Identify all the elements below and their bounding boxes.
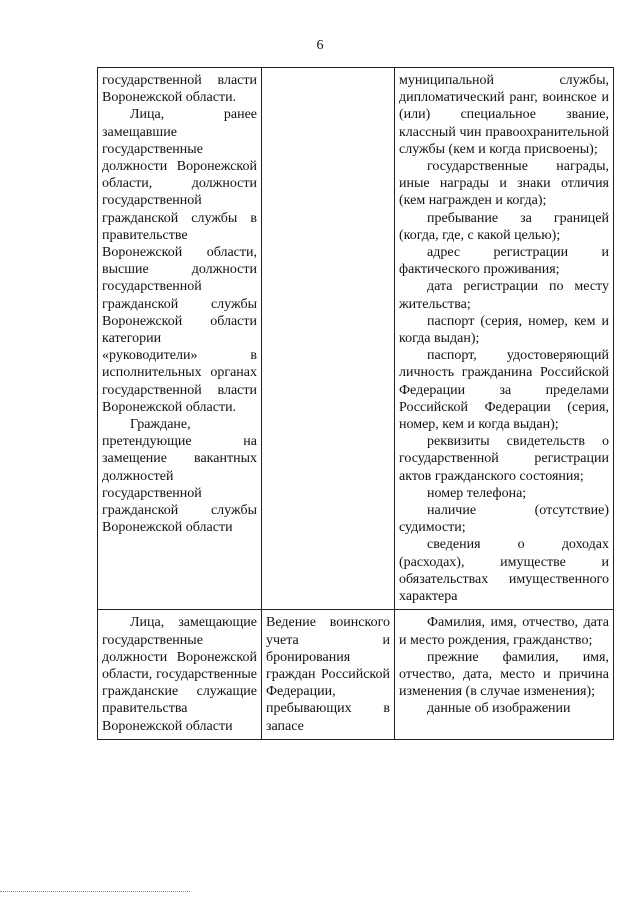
page-number: 6 — [316, 38, 324, 53]
table-row — [98, 610, 614, 739]
paragraph: адрес регистрации и фактического проживания; — [399, 245, 609, 278]
paragraph: дата регистрации по месту жительства; — [399, 279, 609, 312]
data-list-cell — [395, 610, 614, 739]
paragraph: прежние фамилия, имя, отчество, дата, место и причина изменения (в случае изменения); — [399, 649, 609, 700]
paragraph: государственные награды, иные награды и знаки отличия (кем награжден и когда); — [399, 159, 609, 209]
scan-artifact-line — [0, 891, 190, 892]
paragraph: данные об изображении — [427, 701, 571, 717]
paragraph: Граждане, претендующие на замещение вакантных должностей государственной гражданской службы Воронежской области — [102, 417, 257, 536]
paragraph: паспорт, удостоверяющий личность гражданина Российской Федерации за пределами Российской Федерации (серия, номер, кем и когда выдан); — [399, 348, 609, 433]
paragraph: пребывание за границей (когда, где, с какой целью); — [399, 210, 609, 243]
purpose-cell — [262, 610, 395, 739]
categories-cell — [98, 610, 262, 739]
paragraph: Лица, замещающие государственные должности Воронежской области, государственные гражданские служащие правительства Воронежской области — [102, 615, 257, 734]
paragraph: Ведение воинского учета и бронирования граждан Российской Федерации, пребывающих в запасе — [266, 615, 390, 734]
purpose-cell — [262, 68, 395, 610]
paragraph: муниципальной службы, дипломатический ранг, воинское и (или) специальное звание, классный чин правоохранительной службы (кем и когда присвоены); — [399, 73, 609, 157]
document-table — [97, 67, 614, 740]
paragraph: наличие (отсутствие) судимости; — [399, 503, 609, 536]
paragraph: паспорт (серия, номер, кем и когда выдан); — [399, 313, 609, 347]
paragraph: сведения о доходах (расходах), имуществе и обязательствах имущественного характера — [399, 537, 609, 605]
categories-cell — [98, 68, 262, 610]
paragraph: реквизиты свидетельств о государственной регистрации актов гражданского состояния; — [399, 434, 609, 484]
paragraph: государственной власти Воронежской области. — [102, 73, 257, 106]
table-row — [98, 68, 614, 610]
paragraph: Лица, ранее замещавшие государственные должности Воронежской области, должности государственной гражданской службы в правительстве Воронежской области, высшие должности государственной гражданской службы Воронежской области категории «руководители» в исполнительных органах государственной власти Воронежской области. — [102, 107, 257, 415]
data-list-cell — [395, 68, 614, 610]
paragraph: Фамилия, имя, отчество, дата и место рождения, гражданство; — [399, 615, 609, 648]
paragraph: номер телефона; — [427, 485, 527, 501]
